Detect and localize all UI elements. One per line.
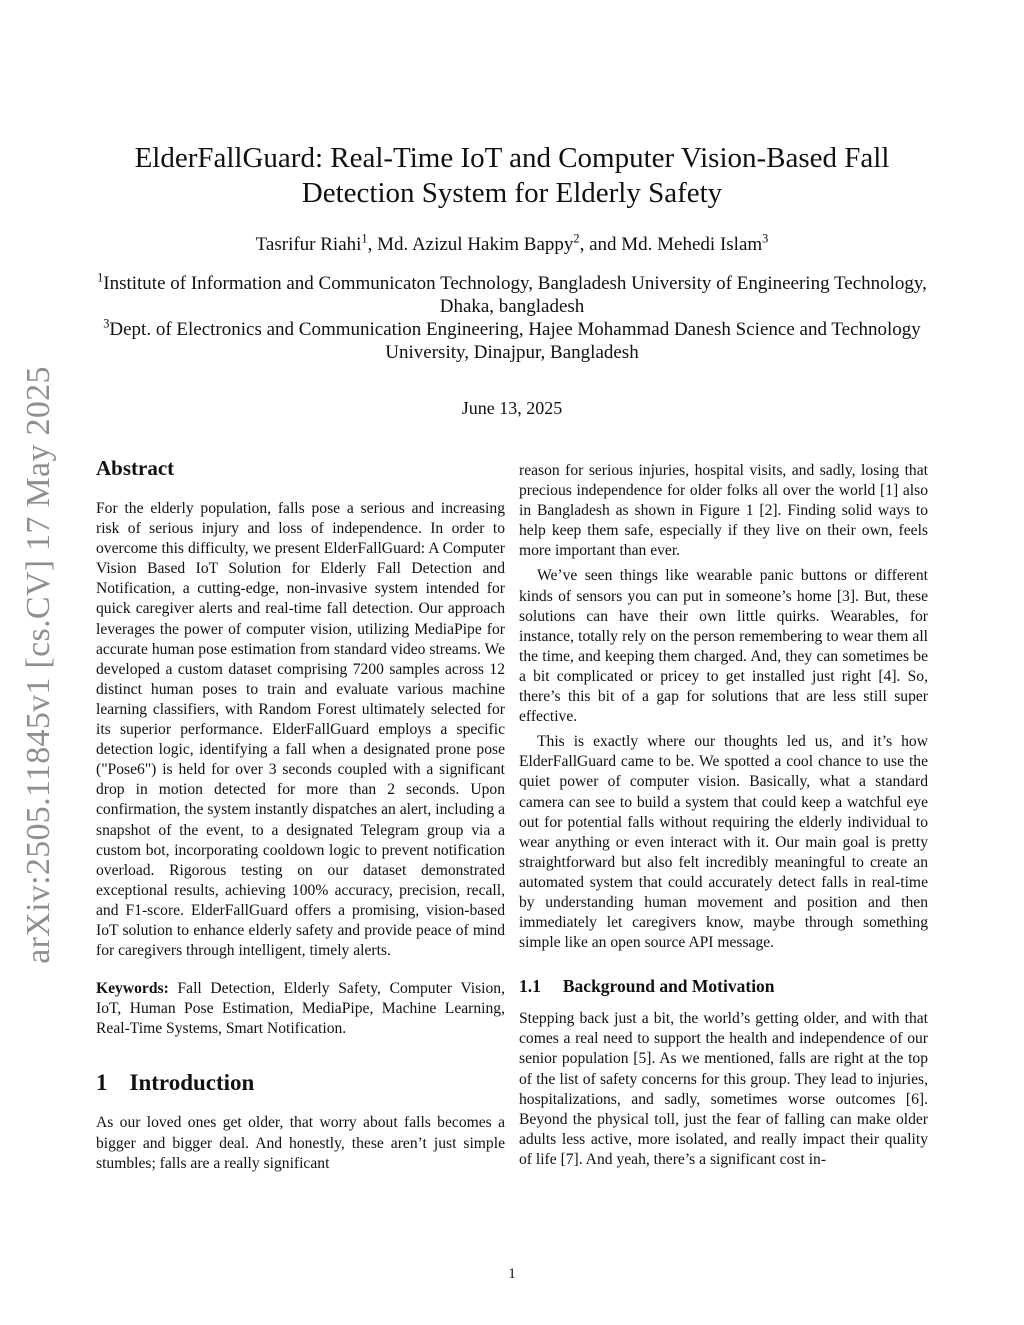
author-affil-mark: 2 [573,231,580,246]
intro-paragraph-3: This is exactly where our thoughts led us, and it’s how ElderFallGuard came to be. We spotted a cool chance to use the quiet power of computer vision. Basically, what a standard camera can see to build a system that could keep a watchful eye out for potential falls without requiring the elderly individual to wear anything or even interact with it. Our main goal is pretty straightforward but also felt incredibly meaningful to create an automated system that could accurately detect falls in real-time by understanding human movement and position and then immediately let caregivers know, maybe through something simple like an open source API message. [519,733,928,952]
author-separator: , [367,234,378,255]
section-number: 1 [96,1070,108,1096]
affiliation-3 [90,318,934,364]
affiliation-mark: 3 [103,316,110,331]
section-heading-introduction [96,1069,505,1097]
section-title: Introduction [129,1070,255,1096]
abstract-heading: Abstract [96,456,175,480]
affiliations [90,272,934,364]
keywords [96,979,505,1039]
affiliation-text: Dept. of Electronics and Communication Engineering, Hajee Mohammad Danesh Science and Technology University, Dinajpur, Bangladesh [109,319,921,363]
author-name: Tasrifur Riahi [255,234,362,255]
right-column [519,461,928,1170]
arxiv-identifier-stamp [14,360,64,970]
subsection-title: Background and Motivation [562,976,775,997]
background-paragraph-1: Stepping back just a bit, the world’s getting older, and with that comes a real need to support the health and independence of our senior population [5]. As we mentioned, falls are right at the top of the list of safety concerns for this group. They lead to injuries, hospitalizations, and sadly, sometimes worse outcomes [6]. Beyond the physical toll, just the fear of falling can make older adults less active, more isolated, and really impact their quality of life [7]. And yeah, there’s a significant cost in- [519,1010,928,1168]
paper-date: June 13, 2025 [461,398,563,418]
affiliation-1 [90,272,934,318]
author-affil-mark: 3 [762,231,769,246]
affiliation-text: Institute of Information and Communicaton Technology, Bangladesh University of Engineering Technology, Dhaka, bangladesh [103,273,927,317]
paper-title: ElderFallGuard: Real-Time IoT and Computer Vision-Based Fall Detection System for Elderly Safety [134,142,890,209]
intro-paragraph-1: As our loved ones get older, that worry about falls becomes a bigger and bigger deal. And honestly, these aren’t just simple stumbles; falls are a really significant [96,1114,505,1172]
author-list [90,233,934,257]
keywords-text: Fall Detection, Elderly Safety, Computer Vision, IoT, Human Pose Estimation, MediaPipe, Machine Learning, Real-Time Systems, Smart Notification. [96,980,505,1038]
author-affil-mark: 1 [361,231,368,246]
page-number: 1 [508,1266,516,1282]
keywords-label: Keywords: [96,980,169,998]
affiliation-mark: 1 [97,270,104,285]
author-separator: , and [579,234,622,255]
subsection-heading-background [519,975,928,997]
author-name: Md. Azizul Hakim Bappy [377,234,574,255]
intro-paragraph-1-continued: reason for serious injuries, hospital visits, and sadly, losing that precious independence for older folks all over the world [1] also in Bangladesh as shown in Figure 1 [2]. Finding solid ways to help keep them safe, especially if they live on their own, feels more important than ever. [519,462,928,560]
abstract-body: For the elderly population, falls pose a serious and increasing risk of serious injury and loss of independence. In order to overcome this difficulty, we present ElderFallGuard: A Computer Vision Based IoT Solution for Elderly Fall Detection and Notification, a cutting-edge, non-invasive system intended for quick caregiver alerts and real-time fall detection. Our approach leverages the power of computer vision, utilizing MediaPipe for accurate human pose estimation from standard video streams. We developed a custom dataset comprising 7200 samples across 12 distinct human poses to train and evaluate various machine learning classifiers, with Random Forest ultimately selected for its superior performance. ElderFallGuard employs a specific detection logic, identifying a fall when a designated prone pose ("Pose6") is held for over 3 seconds coupled with a significant drop in motion detected for more than 2 seconds. Upon confirmation, the system instantly dispatches an alert, including a snapshot of the event, to a designated Telegram group via a custom bot, incorporating cooldown logic to prevent notification overload. Rigorous testing on our dataset demonstrated exceptional results, achieving 100% accuracy, precision, recall, and F1-score. ElderFallGuard offers a promising, vision-based IoT solution to enhance elderly safety and provide peace of mind for caregivers through intelligent, timely alerts. [96,500,505,960]
arxiv-id-text: arXiv:2505.11845v1 [cs.CV] 17 May 2025 [20,366,57,964]
intro-paragraph-2: We’ve seen things like wearable panic buttons or different kinds of sensors you can put in someone’s home [3]. But, these solutions can have their own little quirks. Wearables, for instance, totally rely on the person remembering to wear them all the time, and keeping them charged. And, they can sometimes be a bit complicated or pricey to get installed just right [4]. So, there’s this bit of a gap for solutions that are less still super effective. [519,567,928,726]
subsection-number: 1.1 [519,976,541,997]
author-name: Md. Mehedi Islam [621,234,763,255]
left-column [96,455,505,1174]
